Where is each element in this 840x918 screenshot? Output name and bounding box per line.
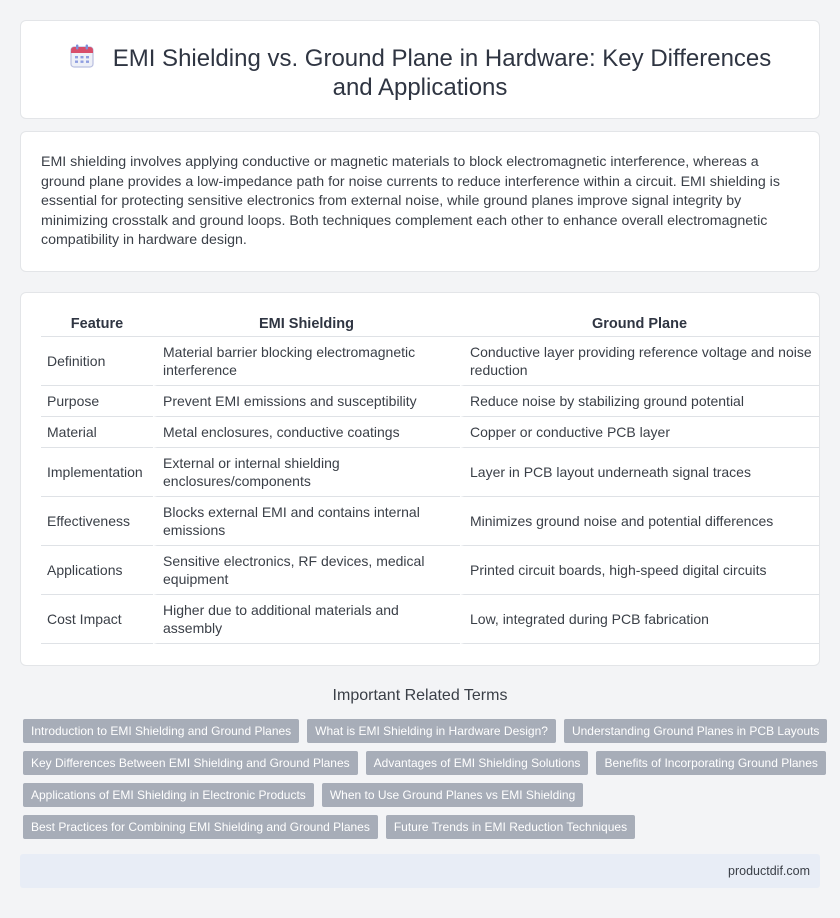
page-title: EMI Shielding vs. Ground Plane in Hardware: Key Differences and Applications: [112, 45, 772, 101]
related-tag[interactable]: What is EMI Shielding in Hardware Design?: [307, 719, 556, 743]
row-emi-shielding: Metal enclosures, conductive coatings: [153, 417, 460, 448]
related-terms-title: Important Related Terms: [332, 687, 508, 704]
row-feature: Implementation: [41, 448, 153, 497]
related-tag[interactable]: Key Differences Between EMI Shielding and Ground Planes: [23, 751, 358, 775]
row-feature: Purpose: [41, 386, 153, 417]
row-ground-plane: Minimizes ground noise and potential differences: [460, 497, 819, 546]
table-row: [41, 595, 819, 644]
header-feature: Feature: [41, 315, 153, 337]
header-ground-plane: Ground Plane: [460, 315, 819, 337]
row-feature: Cost Impact: [41, 595, 153, 644]
row-emi-shielding: External or internal shielding enclosures/components: [153, 448, 460, 497]
related-tag[interactable]: Benefits of Incorporating Ground Planes: [596, 751, 825, 775]
table-row: [41, 546, 819, 595]
header-card: [20, 20, 820, 119]
related-tag[interactable]: Understanding Ground Planes in PCB Layouts: [564, 719, 827, 743]
calendar-icon: [69, 43, 95, 69]
related-tag[interactable]: When to Use Ground Planes vs EMI Shielding: [322, 783, 583, 807]
row-emi-shielding: Sensitive electronics, RF devices, medical equipment: [153, 546, 460, 595]
row-feature: Material: [41, 417, 153, 448]
tag-row: [23, 719, 823, 743]
row-ground-plane: Copper or conductive PCB layer: [460, 417, 819, 448]
header-emi-shielding: EMI Shielding: [153, 315, 460, 337]
row-feature: Definition: [41, 337, 153, 386]
table-row: [41, 417, 819, 448]
related-tag[interactable]: Future Trends in EMI Reduction Techniques: [386, 815, 635, 839]
row-ground-plane: Printed circuit boards, high-speed digital circuits: [460, 546, 819, 595]
table-row: [41, 386, 819, 417]
row-emi-shielding: Prevent EMI emissions and susceptibility: [153, 386, 460, 417]
tag-row: [23, 815, 823, 839]
comparison-table-card: [20, 292, 820, 666]
comparison-table: [41, 315, 819, 644]
row-ground-plane: Low, integrated during PCB fabrication: [460, 595, 819, 644]
table-row: [41, 448, 819, 497]
footer: [20, 854, 820, 888]
related-terms-tags: [23, 719, 823, 847]
row-emi-shielding: Material barrier blocking electromagnetic interference: [153, 337, 460, 386]
intro-card: [20, 131, 820, 272]
table-header-row: [41, 315, 819, 337]
row-feature: Effectiveness: [41, 497, 153, 546]
footer-site-link[interactable]: productdif.com: [728, 864, 810, 878]
related-tag[interactable]: Best Practices for Combining EMI Shielding and Ground Planes: [23, 815, 378, 839]
row-feature: Applications: [41, 546, 153, 595]
intro-paragraph: EMI shielding involves applying conductive or magnetic materials to block electromagnetic interference, whereas a ground plane provides a low-impedance path for noise currents to reduce interference within a circuit. EMI shielding is essential for protecting sensitive electronics from external noise, while ground planes improve signal integrity by minimizing crosstalk and ground loops. Both techniques complement each other to enhance overall electromagnetic compatibility in hardware design.: [41, 154, 780, 249]
row-ground-plane: Conductive layer providing reference voltage and noise reduction: [460, 337, 819, 386]
related-tag[interactable]: Applications of EMI Shielding in Electronic Products: [23, 783, 314, 807]
related-tag[interactable]: Introduction to EMI Shielding and Ground Planes: [23, 719, 299, 743]
row-ground-plane: Reduce noise by stabilizing ground potential: [460, 386, 819, 417]
related-tag[interactable]: Advantages of EMI Shielding Solutions: [366, 751, 589, 775]
tag-row: [23, 783, 823, 807]
table-row: [41, 337, 819, 386]
page-title-wrap: [51, 43, 789, 102]
row-emi-shielding: Blocks external EMI and contains internal emissions: [153, 497, 460, 546]
row-ground-plane: Layer in PCB layout underneath signal traces: [460, 448, 819, 497]
row-emi-shielding: Higher due to additional materials and assembly: [153, 595, 460, 644]
tag-row: [23, 751, 823, 775]
table-row: [41, 497, 819, 546]
